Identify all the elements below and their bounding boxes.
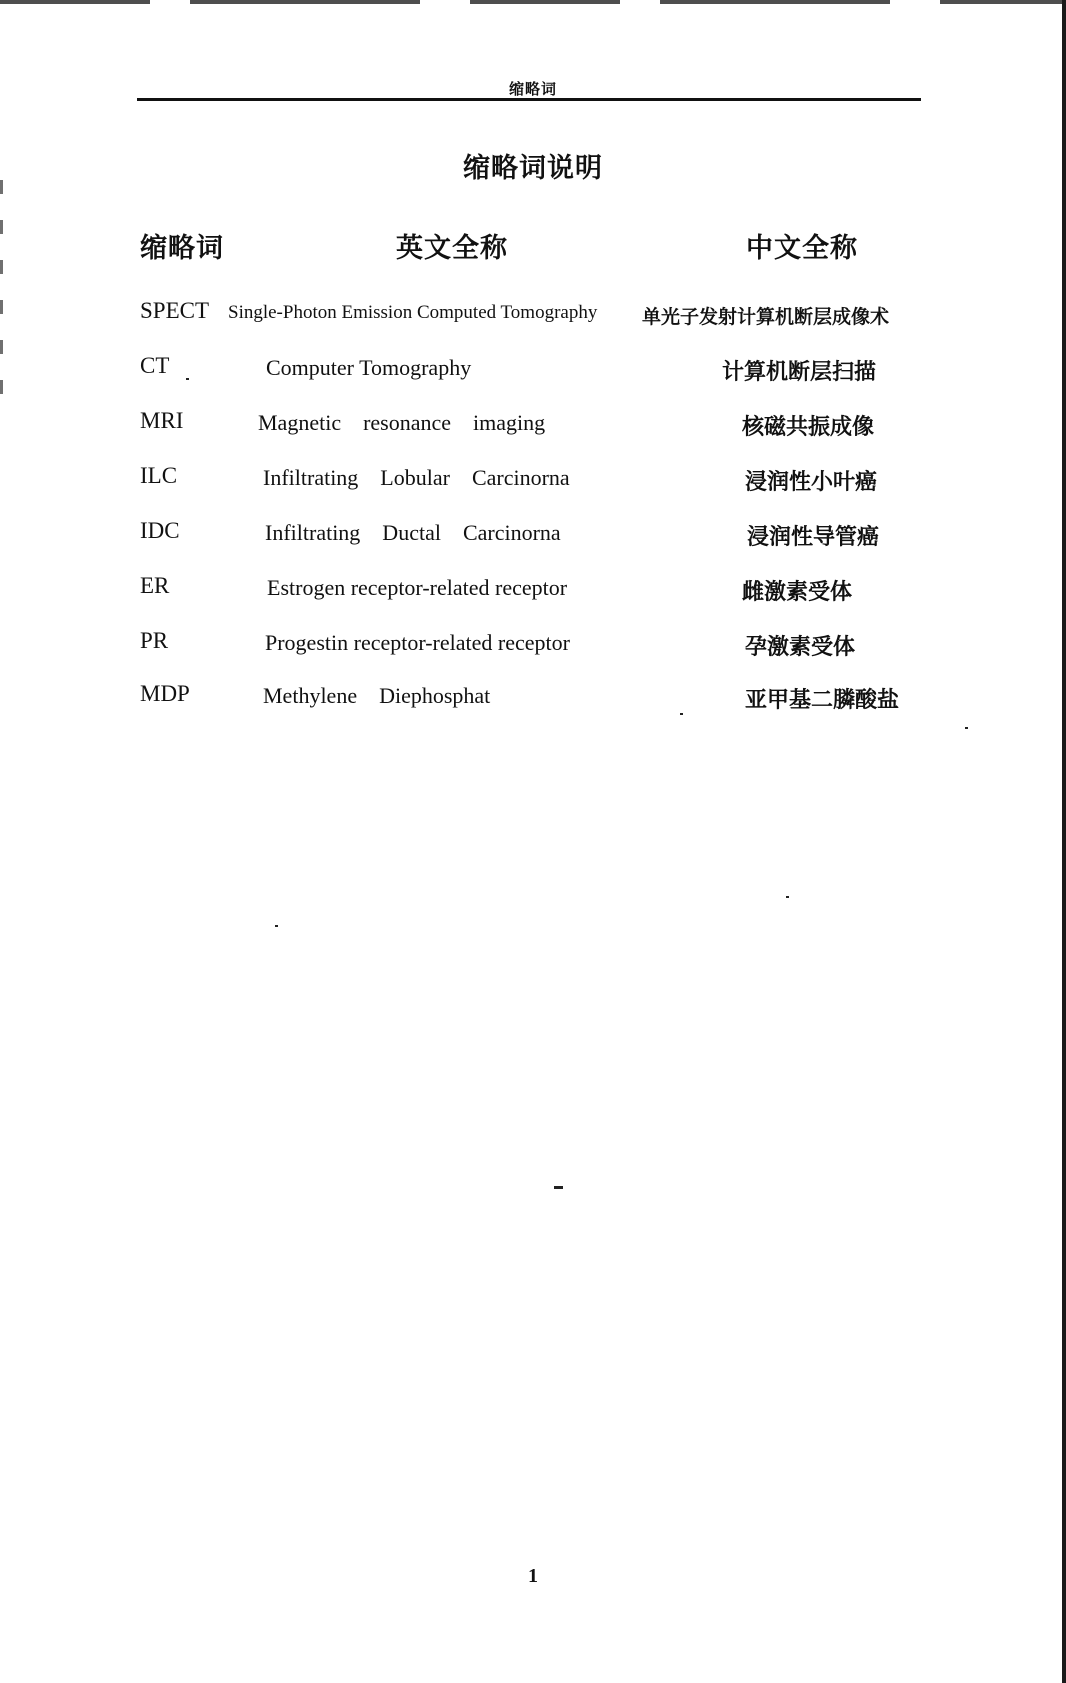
table-row xyxy=(0,463,1066,499)
scan-edge-right xyxy=(1062,0,1066,1683)
column-header-chinese: 中文全称 xyxy=(746,233,858,264)
english-term: Estrogen receptor-related receptor xyxy=(267,575,568,600)
scan-edge-top xyxy=(0,0,1066,4)
table-row xyxy=(0,628,1066,664)
chinese-term: 计算机断层扫描 xyxy=(722,360,877,385)
scan-speck xyxy=(275,925,278,927)
page-title: 缩略词说明 xyxy=(463,153,603,184)
abbreviation: ILC xyxy=(140,463,178,488)
table-row xyxy=(0,298,1066,334)
table-row xyxy=(0,573,1066,609)
scan-speck xyxy=(186,378,189,380)
chinese-term: 浸润性导管癌 xyxy=(747,525,880,550)
abbreviation: MRI xyxy=(140,408,184,433)
english-term: Progestin receptor-related receptor xyxy=(265,630,570,655)
header-rule xyxy=(137,98,921,101)
scan-speck xyxy=(554,1186,563,1189)
chinese-term: 孕激素受体 xyxy=(745,635,856,660)
english-term: Methylene Diephosphat xyxy=(263,683,491,708)
abbreviation: CT xyxy=(140,353,170,378)
abbreviation: MDP xyxy=(140,681,190,706)
abbreviation: ER xyxy=(140,573,170,598)
table-row xyxy=(0,681,1066,717)
english-term: Infiltrating Ductal Carcinorna xyxy=(265,520,561,545)
abbreviation: IDC xyxy=(140,518,180,543)
abbreviation: PR xyxy=(140,628,169,653)
english-term: Computer Tomography xyxy=(266,355,472,380)
chinese-term: 核磁共振成像 xyxy=(742,415,875,440)
scan-speck xyxy=(786,896,789,898)
scan-speck xyxy=(680,713,683,715)
chinese-term: 雌激素受体 xyxy=(742,580,853,605)
table-row xyxy=(0,518,1066,554)
column-header-english: 英文全称 xyxy=(396,233,508,264)
chinese-term: 单光子发射计算机断层成像术 xyxy=(642,306,890,328)
chinese-term: 浸润性小叶癌 xyxy=(745,470,878,495)
abbreviation: SPECT xyxy=(140,298,210,323)
chinese-term: 亚甲基二膦酸盐 xyxy=(745,688,900,713)
table-row xyxy=(0,408,1066,444)
page-number: 1 xyxy=(528,1565,538,1587)
column-header-abbreviation: 缩略词 xyxy=(140,233,224,264)
english-term: Infiltrating Lobular Carcinorna xyxy=(263,465,570,490)
english-term: Single-Photon Emission Computed Tomography xyxy=(228,302,598,323)
scan-speck xyxy=(965,727,968,729)
table-row xyxy=(0,353,1066,389)
running-header: 缩略词 xyxy=(508,80,557,98)
english-term: Magnetic resonance imaging xyxy=(258,410,546,435)
